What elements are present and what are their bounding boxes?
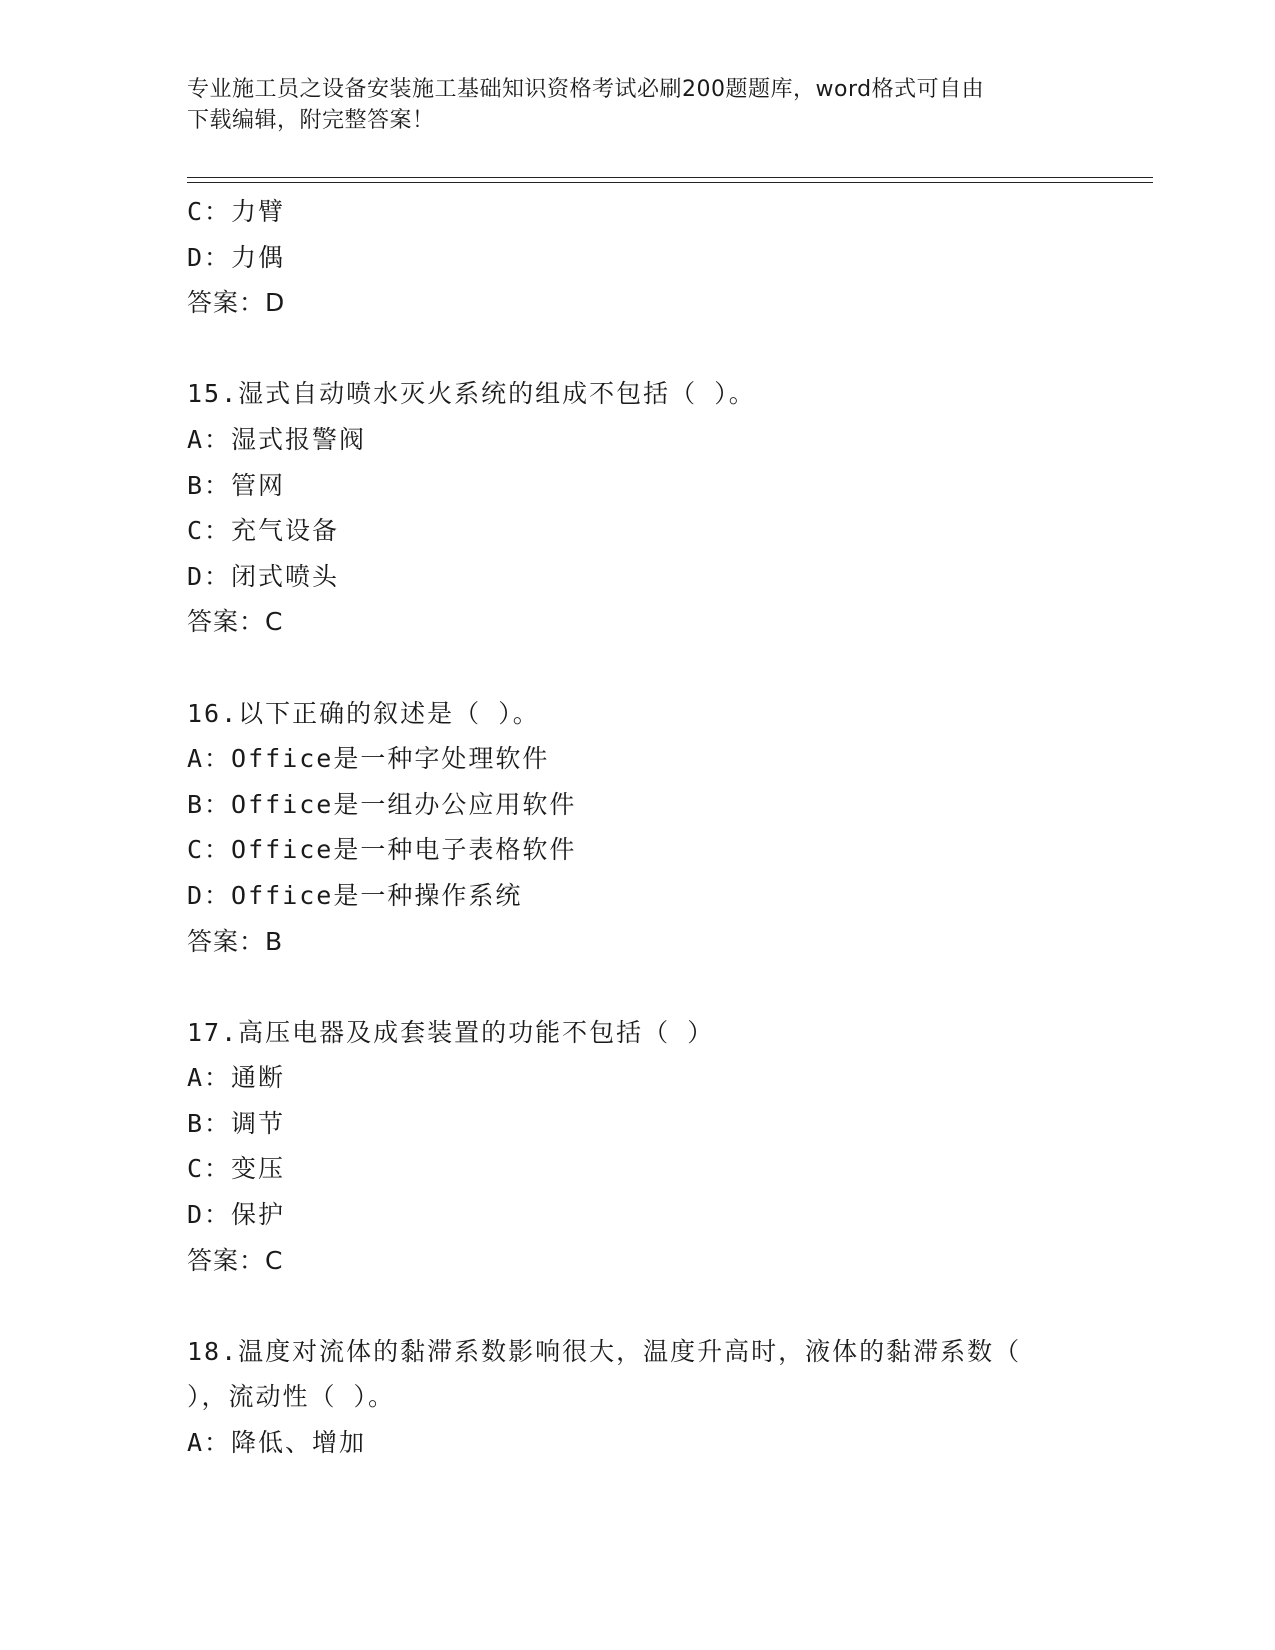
option-b: B：管网 (187, 470, 286, 500)
spacer (187, 1283, 1087, 1329)
header-title-line-1: 专业施工员之设备安装施工基础知识资格考试必刷200题题库，word格式可自由 (187, 77, 985, 102)
question-stem: 15.湿式自动喷水灭火系统的组成不包括（ ）。 (187, 379, 756, 409)
question-15 (187, 371, 1087, 645)
question-14-remainder (187, 189, 1087, 326)
header-divider-top (187, 177, 1153, 178)
option-c: C：力臂 (187, 197, 286, 226)
document-header (187, 74, 1087, 136)
option-b: B：调节 (187, 1108, 286, 1138)
option-c: C：充气设备 (187, 516, 340, 546)
option-d: D：Office是一种操作系统 (187, 880, 523, 910)
option-a: A：通断 (187, 1063, 286, 1093)
header-title-line-2: 下载编辑，附完整答案！ (187, 108, 435, 133)
spacer (187, 645, 1087, 691)
option-c: C：Office是一种电子表格软件 (187, 835, 577, 865)
question-17 (187, 1010, 1087, 1284)
option-d: D：保护 (187, 1200, 286, 1230)
option-d: D：闭式喷头 (187, 561, 340, 591)
header-divider-bottom (187, 182, 1153, 183)
answer: 答案：D (187, 288, 286, 318)
option-a: A：湿式报警阀 (187, 424, 367, 454)
answer: 答案：C (187, 607, 284, 637)
question-stem-line-1: 18.温度对流体的黏滞系数影响很大，温度升高时，液体的黏滞系数（ (187, 1336, 1022, 1366)
spacer (187, 326, 1087, 372)
question-list (187, 189, 1087, 1466)
question-stem: 17.高压电器及成套装置的功能不包括（ ） (187, 1017, 715, 1047)
question-18 (187, 1329, 1087, 1466)
question-stem-line-2: ），流动性（ ）。 (187, 1382, 396, 1412)
answer: 答案：C (187, 1245, 284, 1275)
spacer (187, 964, 1087, 1010)
option-a: A：降低、增加 (187, 1428, 367, 1458)
option-d: D：力偶 (187, 242, 286, 272)
question-16 (187, 691, 1087, 965)
option-b: B：Office是一组办公应用软件 (187, 789, 577, 819)
question-stem: 16.以下正确的叙述是（ ）。 (187, 698, 540, 728)
answer: 答案：B (187, 926, 284, 956)
option-a: A：Office是一种字处理软件 (187, 744, 550, 774)
option-c: C：变压 (187, 1154, 286, 1184)
